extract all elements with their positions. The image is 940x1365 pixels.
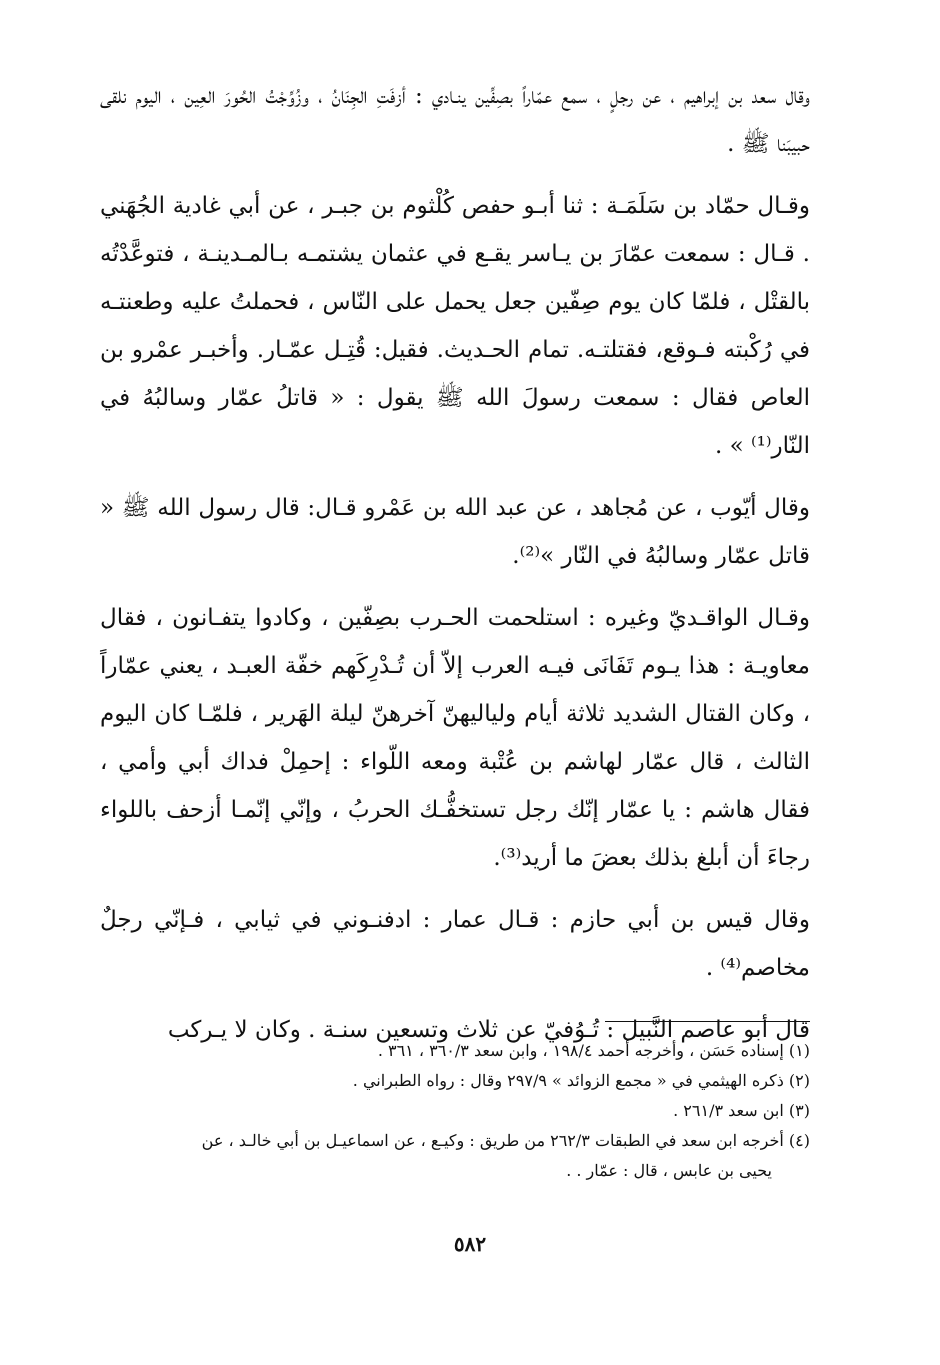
paragraph-3: وقال أيّوب ، عن مُجاهد ، عن عبد الله بن عَمْرو قـال: قال رسول الله ﷺ « قاتل عمّار وسالبُهُ في النّار »⁽²⁾.	[100, 495, 810, 569]
paragraph-6: قال أبو عاصم النَّبيل : تُـوُفيّ عن ثلاث وتسعين سنـة . وكان لا يـركب	[167, 1017, 810, 1043]
footnotes	[100, 1036, 810, 1186]
paragraph-5: وقال قيس بن أبي حازم : قـال عمار : ادفنـوني في ثيابي ، فـإنّي رجلٌ مخاصم⁽⁴⁾ .	[100, 907, 810, 981]
footnote-4: (٤) أخرجه ابن سعد في الطبقات ٢٦٢/٣ من طريق : وكيـع ، عن اسماعيـل بن أبي خالـد ، عن	[201, 1131, 810, 1150]
footnote-separator	[605, 1021, 810, 1022]
footnote-1: (١) إسناده حَسَن ، وأخرجه أحمد ١٩٨/٤ ، وابن سعد ٣٦٠/٣ ، ٣٦١ .	[377, 1041, 810, 1060]
footnote-2: (٢) ذكره الهيثمي في « مجمع الزوائد » ٢٩٧/٩ وقال : رواه الطبراني .	[352, 1071, 810, 1090]
footnote-4-continuation: يحيى بن عابس ، قال : عمّار . .	[566, 1161, 772, 1180]
footnote-3: (٣) ابن سعد ٢٦١/٣ .	[673, 1101, 810, 1120]
page-number: ٥٨٢	[453, 1232, 487, 1256]
paragraph-4: وقـال الواقـديّ وغيره : استلحمت الحـرب بصِفّين ، وكادوا يتفـانون ، فقال معاويـة : هذا يـوم تَفَانَى فيـه العرب إلاّ أن تُـدْرِكَهم خفّة العبـد ، يعني عمّاراً ، وكان القتال الشديد ثلاثة أيام ولياليهنّ آخرهنّ ليلة الهَرير ، فلمّـا كان اليوم الثالث ، قال عمّار لهاشم بن عُتْبة ومعه اللّواء : إحمِلْ فداك أبي وأمي ، فقال هاشم : يا عمّار إنّك رجل تستخفُّـك الحربُ ، وإنّي إنّمـا أزحف باللواء رجاءَ أن أبلغ بذلك بعضَ ما أريد⁽³⁾.	[100, 605, 810, 871]
paragraph-1: وقال سعد بن إبراهيم ، عن رجلٍ ، سمع عمّاراً بصِفِّين ينـادي : أزفَتِ الجِنَانُ ، وزُوِّجْتُ الحُورَ العِين ، اليوم نلقى حبيبَنا ﷺ .	[100, 83, 810, 157]
paragraph-2: وقـال حمّاد بن سَلَمَـة : ثنا أبـو حفص كُلْثوم بن جبـر ، عن أبي غادية الجُهَني . قـال : سمعت عمّارَ بن يـاسر يقـع في عثمان يشتمـه بـالمـدينـة ، فتوعَّدْتُه بالقتْل ، فلمّا كان يوم صِفّين جعل يحمل على النّاس ، فحملتُ عليه وطعنتـه في رُكْبته فـوقع، فقتلتـه. تمام الحـديث. فقيل: قُتِـل عمّـار. وأخبـر عمْرو بن العاص فقال : سمعت رسولَ الله ﷺ يقول : « قاتلُ عمّار وسالبُهُ في النّار⁽¹⁾ » .	[100, 193, 810, 459]
main-text	[100, 72, 810, 1068]
